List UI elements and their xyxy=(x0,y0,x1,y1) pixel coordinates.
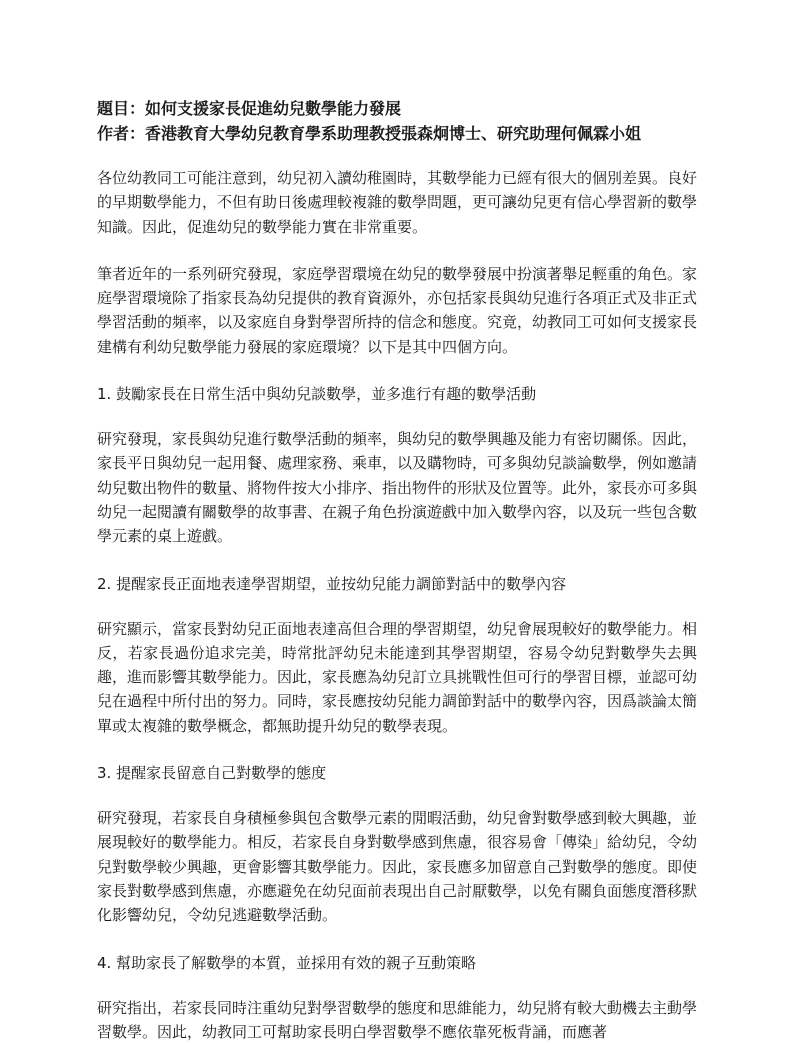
document-author: 作者：香港教育大學幼兒教育學系助理教授張森炯博士、研究助理何佩霖小姐 xyxy=(97,124,642,143)
intro-paragraph-1: 各位幼教同工可能注意到，幼兒初入讀幼稚園時，其數學能力已經有很大的個別差異。良好的早期數學能力，不但有助日後處理較複雜的數學問題，更可讓幼兒更有信心學習新的數學知識。因此，促進幼兒的數學能力實在非常重要。 xyxy=(97,169,698,236)
section-body-1: 研究發現，家長與幼兒進行數學活動的頻率，與幼兒的數學興趣及能力有密切關係。因此，家長平日與幼兒一起用餐、處理家務、乘車，以及購物時，可多與幼兒談論數學，例如邀請幼兒數出物件的數量、將物件按大小排序、指出物件的形狀及位置等。此外，家長亦可多與幼兒一起閱讀有關數學的故事書、在親子角色扮演遊戲中加入數學內容，以及玩一些包含數學元素的桌上遊戲。 xyxy=(97,430,698,546)
section-heading-4: 4. 幫助家長了解數學的本質，並採用有效的親子互動策略 xyxy=(97,953,477,972)
section-heading-1: 1. 鼓勵家長在日常生活中與幼兒談數學，並多進行有趣的數學活動 xyxy=(97,385,537,404)
document-title: 題目：如何支援家長促進幼兒數學能力發展 xyxy=(97,99,402,118)
section-body-2: 研究顯示，當家長對幼兒正面地表達高但合理的學習期望，幼兒會展現較好的數學能力。相反，若家長過份追求完美，時常批評幼兒未能達到其學習期望，容易令幼兒對數學失去興趣，進而影響其數學能力。因此，家長應為幼兒訂立具挑戰性但可行的學習目標，並認可幼兒在過程中所付出的努力。同時，家長應按幼兒能力調節對話中的數學內容，因爲談論太簡單或太複雜的數學概念，都無助提升幼兒的數學表現。 xyxy=(97,619,698,735)
spacer xyxy=(97,239,697,262)
spacer xyxy=(97,975,697,996)
spacer xyxy=(97,146,697,166)
spacer xyxy=(97,406,697,427)
spacer xyxy=(97,596,697,617)
section-heading-2: 2. 提醒家長正面地表達學習期望，並按幼兒能力調節對話中的數學內容 xyxy=(97,574,567,593)
spacer xyxy=(97,928,697,951)
section-body-4: 研究指出，若家長同時注重幼兒對學習數學的態度和思維能力，幼兒將有較大動機去主動學習數學。因此，幼教同工可幫助家長明白學習數學不應依靠死板背誦，而應著 xyxy=(97,998,698,1041)
spacer xyxy=(97,738,697,761)
section-heading-3: 3. 提醒家長留意自己對數學的態度 xyxy=(97,764,327,783)
spacer xyxy=(97,549,697,572)
document-body xyxy=(97,96,697,1044)
intro-paragraph-2: 筆者近年的一系列研究發現，家庭學習環境在幼兒的數學發展中扮演著舉足輕重的角色。家庭學習環境除了指家長為幼兒提供的教育資源外，亦包括家長與幼兒進行各項正式及非正式學習活動的頻率，以及家庭自身對學習所持的信念和態度。究竟，幼教同工可如何支援家長建構有利幼兒數學能力發展的家庭環境？以下是其中四個方向。 xyxy=(97,264,698,356)
section-body-3: 研究發現，若家長自身積極參與包含數學元素的閒暇活動，幼兒會對數學感到較大興趣，並展現較好的數學能力。相反，若家長自身對數學感到焦慮，很容易會「傳染」給幼兒，令幼兒對數學較少興趣，更會影響其數學能力。因此，家長應多加留意自己對數學的態度。即使家長對數學感到焦慮，亦應避免在幼兒面前表現出自己討厭數學，以免有關負面態度潛移默化影響幼兒，令幼兒逃避數學活動。 xyxy=(97,809,698,925)
spacer xyxy=(97,359,697,382)
spacer xyxy=(97,785,697,806)
